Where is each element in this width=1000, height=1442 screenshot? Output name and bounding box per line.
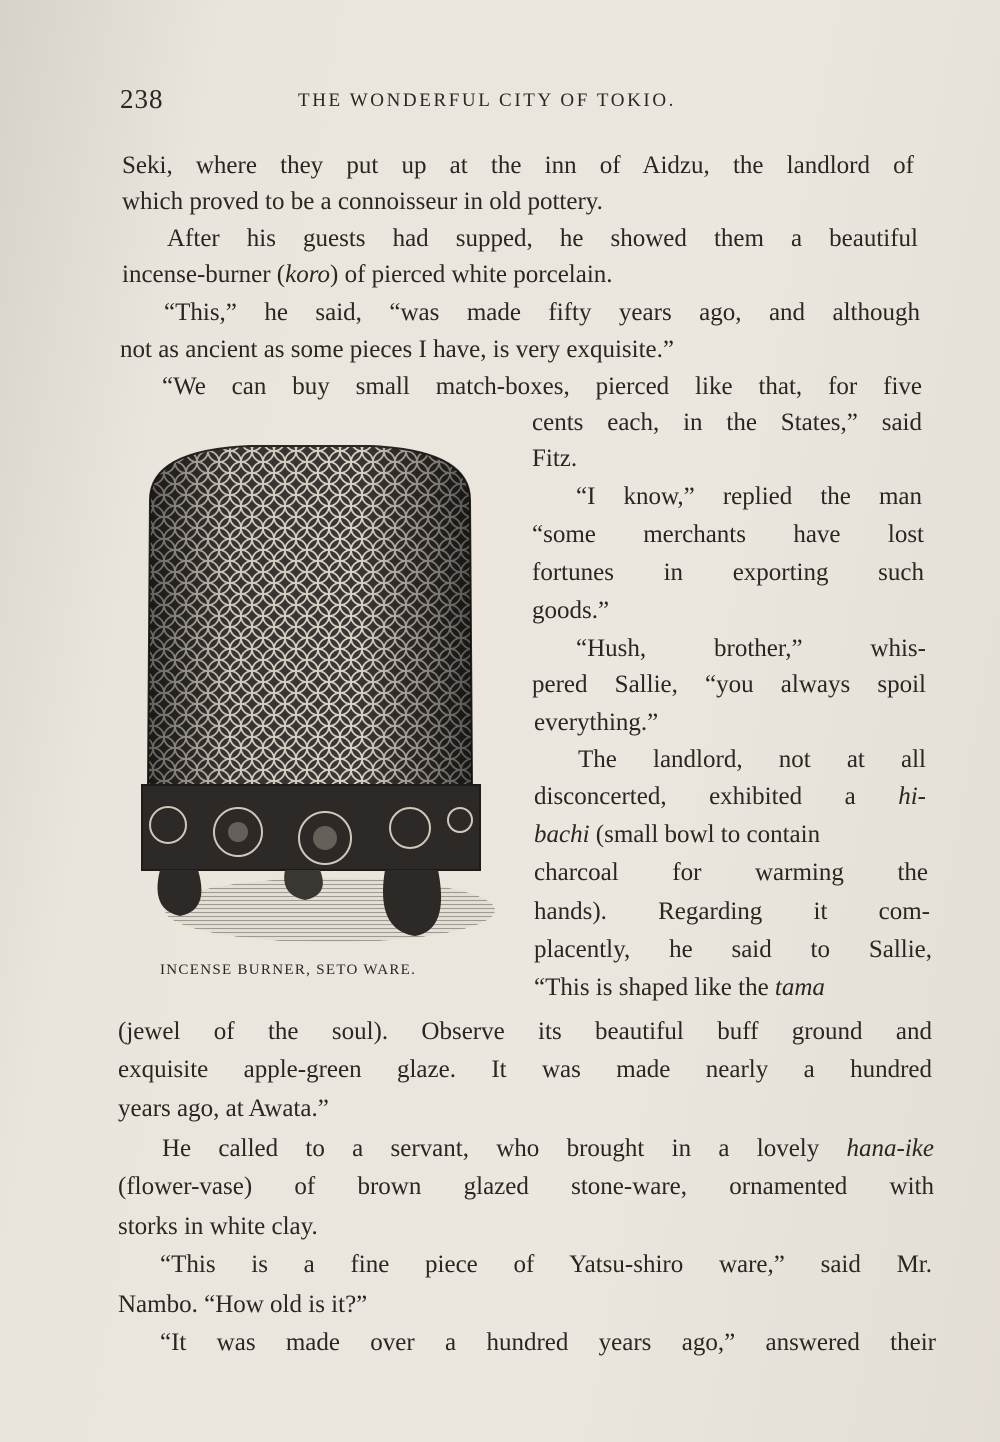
text-line: which proved to be a connoisseur in old pottery. (122, 188, 603, 215)
text-line: storks in white clay. (118, 1213, 318, 1240)
text-line: goods.” (532, 597, 610, 624)
text-line: Nambo. “How old is it?” (118, 1291, 368, 1318)
text-line: (flower-vase) of brown glazed stone-ware, ornamented with (118, 1173, 934, 1200)
text-line: After his guests had supped, he showed them a beautiful (167, 225, 918, 252)
text-line: fortunes in exporting such (532, 559, 924, 586)
text-line: cents each, in the States,” said (532, 409, 922, 436)
italic-term: hi- (898, 783, 926, 810)
text-line: “Hush, brother,” whis- (576, 635, 926, 662)
text-line: “This,” he said, “was made fifty years ago, and although (164, 299, 920, 326)
page-number: 238 (120, 84, 164, 114)
text-line: pered Sallie, “you always spoil (532, 671, 926, 698)
text-line: (jewel of the soul). Observe its beautiful buff ground and (118, 1018, 932, 1045)
italic-term: hana-ike (846, 1135, 934, 1162)
text-line: “It was made over a hundred years ago,” answered their (160, 1329, 936, 1356)
text-line: Fitz. (532, 445, 578, 472)
text-line: “This is shaped like the tama (534, 974, 825, 1001)
italic-term: koro (285, 261, 331, 288)
running-title: THE WONDERFUL CITY OF TOKIO. (298, 90, 677, 111)
incense-burner-illustration (120, 440, 500, 960)
text-line: charcoal for warming the (534, 859, 928, 886)
figure-caption: INCENSE BURNER, SETO WARE. (160, 962, 417, 978)
text-line: The landlord, not at all (578, 746, 926, 773)
text-line: “We can buy small match-boxes, pierced like that, for five (162, 373, 922, 400)
text-line: not as ancient as some pieces I have, is very exquisite.” (120, 336, 674, 363)
italic-term: bachi (534, 821, 590, 848)
text-line: exquisite apple-green glaze. It was made nearly a hundred (118, 1056, 932, 1083)
text-line: placently, he said to Sallie, (534, 936, 932, 963)
text-line: incense-burner (koro) of pierced white porcelain. (122, 261, 613, 288)
incense-burner-engraving (120, 440, 500, 960)
running-header (120, 84, 920, 124)
text-line: disconcerted, exhibited a hi- (534, 783, 926, 810)
text-line: years ago, at Awata.” (118, 1095, 329, 1122)
text-line: everything.” (534, 709, 659, 736)
text-line: Seki, where they put up at the inn of Aidzu, the landlord of (122, 152, 914, 179)
text-line: “This is a fine piece of Yatsu-shiro ware,” said Mr. (160, 1251, 932, 1278)
text-line: “I know,” replied the man (576, 483, 922, 510)
italic-term: tama (774, 974, 825, 1001)
text-line: “some merchants have lost (532, 521, 924, 548)
text-line: bachi (small bowl to contain (534, 821, 821, 848)
text-line: hands). Regarding it com- (534, 898, 930, 925)
text-line: He called to a servant, who brought in a lovely hana-ike (162, 1135, 934, 1162)
